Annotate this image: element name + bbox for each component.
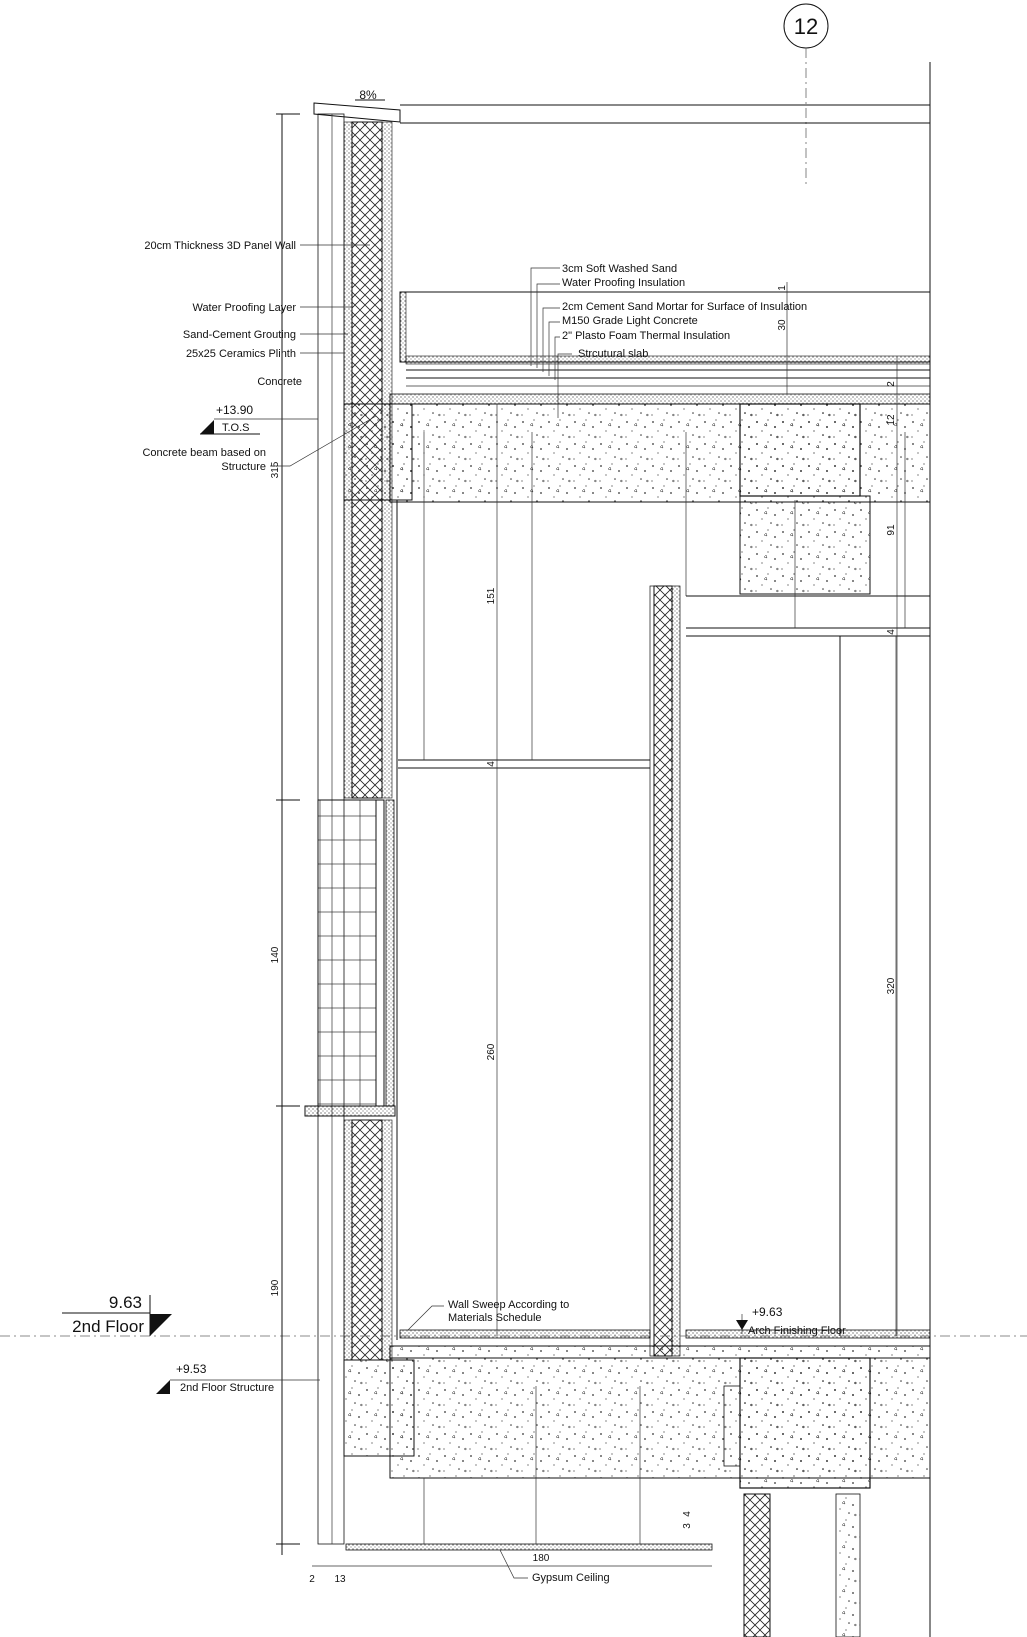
left-annotations [142, 240, 376, 473]
label-beam: Concrete beam based on [142, 447, 266, 459]
tos-value: +13.90 [216, 403, 254, 417]
dim-1: 1 [777, 285, 788, 291]
grid-label: 12 [793, 14, 819, 39]
floor-value: 9.63 [108, 1293, 142, 1312]
label-slab: Strcutural slab [578, 348, 649, 360]
slope-label: 8% [359, 88, 377, 102]
label-wall-sweep: Wall Sweep According to [448, 1299, 570, 1311]
tos-label: T.O.S [222, 422, 250, 434]
dim-315: 315 [270, 461, 281, 479]
label-soft-sand: 3cm Soft Washed Sand [562, 263, 678, 275]
structure-level-marker [156, 1362, 320, 1394]
dim-151: 151 [486, 587, 497, 605]
dim-190: 190 [270, 1279, 281, 1297]
dim-30: 30 [777, 319, 788, 331]
floor-label: 2nd Floor [72, 1317, 144, 1336]
label-mortar: 2cm Cement Sand Mortar for Surface of Insulation [562, 301, 808, 313]
dim-260: 260 [486, 1043, 497, 1061]
finish-label: Arch Finishing Floor [748, 1325, 846, 1337]
finish-level-marker [736, 1305, 846, 1337]
label-sand-cement: Sand-Cement Grouting [182, 329, 296, 341]
dim-2b: 2 [309, 1574, 315, 1585]
label-foam: 2" Plasto Foam Thermal Insulation [562, 330, 731, 342]
dim-12: 12 [886, 414, 897, 426]
window [305, 800, 395, 1116]
interior-partition [650, 586, 680, 1356]
label-concrete: Concrete [257, 376, 302, 388]
label-gypsum: Gypsum Ceiling [532, 1572, 610, 1584]
dim-3: 3 [682, 1523, 693, 1529]
label-panel-wall: 20cm Thickness 3D Panel Wall [144, 240, 296, 252]
dim-4c: 4 [682, 1511, 693, 1517]
dim-4b: 4 [886, 629, 897, 635]
parapet [314, 88, 930, 123]
label-plinth: 25x25 Ceramics Plinth [185, 348, 296, 360]
grid-bubble [784, 4, 828, 185]
label-wall-sweep-2: Materials Schedule [448, 1312, 542, 1324]
dim-2: 2 [886, 381, 897, 387]
label-light-concrete: M150 Grade Light Concrete [562, 315, 698, 327]
dim-180: 180 [532, 1553, 550, 1564]
tos-level-marker [200, 403, 318, 434]
dim-91: 91 [886, 524, 897, 536]
floor-slab [346, 1330, 930, 1637]
dim-13: 13 [334, 1574, 346, 1585]
dim-320: 320 [886, 977, 897, 995]
finish-value: +9.63 [752, 1305, 783, 1319]
struct-label: 2nd Floor Structure [180, 1382, 275, 1394]
window-sill [305, 1106, 395, 1116]
label-wp-insulation: Water Proofing Insulation [562, 277, 686, 289]
second-floor-level-marker [62, 1293, 172, 1336]
label-waterproofing-layer: Water Proofing Layer [192, 302, 296, 314]
struct-value: +9.53 [176, 1362, 207, 1376]
dim-4a: 4 [486, 761, 497, 767]
label-beam-2: Structure [221, 461, 266, 473]
dim-140: 140 [270, 946, 281, 964]
